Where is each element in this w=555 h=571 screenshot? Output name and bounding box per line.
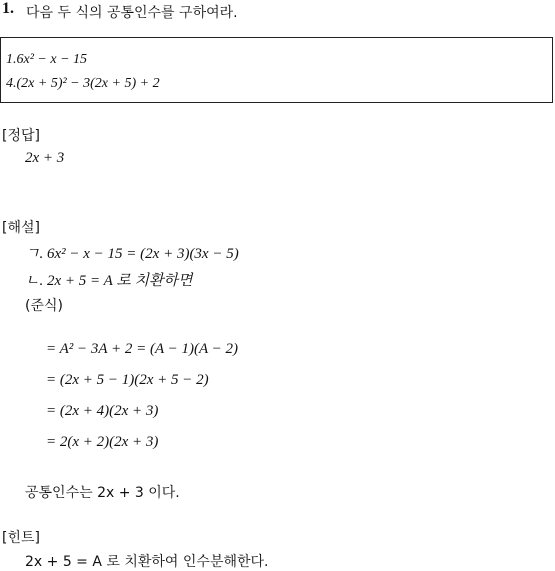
solution-heading: [해설]: [2, 220, 40, 236]
equation-line-2: = (2x + 5 − 1)(2x + 5 − 2): [46, 372, 209, 388]
solution-step-c: (준식): [25, 298, 63, 314]
hint-heading: [힌트]: [2, 530, 40, 546]
problem-box: [0, 37, 553, 103]
problem-line-2: 4.(2x + 5)² − 3(2x + 5) + 2: [6, 76, 160, 91]
equation-line-1: = A² − 3A + 2 = (A − 1)(A − 2): [46, 341, 239, 357]
equation-line-4: = 2(x + 2)(2x + 3): [46, 434, 159, 450]
solution-step-b: ㄴ. 2x + 5 = A 로 치환하면: [25, 273, 193, 289]
question-number: 1.: [2, 0, 14, 17]
equation-line-3: = (2x + 4)(2x + 3): [46, 403, 159, 419]
solution-conclusion: 공통인수는 2x + 3 이다.: [25, 485, 180, 501]
problem-line-1: 1.6x² − x − 15: [6, 52, 88, 67]
answer-value: 2x + 3: [25, 150, 65, 166]
question-text: 다음 두 식의 공통인수를 구하여라.: [26, 5, 238, 21]
answer-heading: [정답]: [2, 128, 40, 144]
hint-text: 2x + 5 = A 로 치환하여 인수분해한다.: [25, 554, 269, 570]
solution-step-a: ㄱ. 6x² − x − 15 = (2x + 3)(3x − 5): [25, 246, 239, 262]
